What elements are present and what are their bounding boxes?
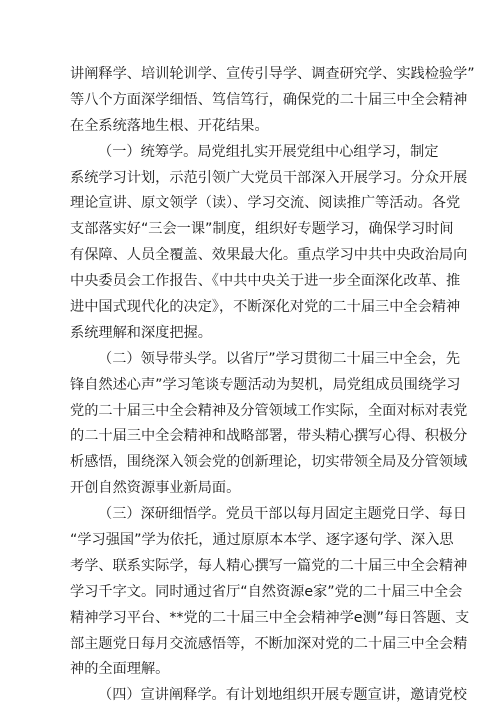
text-line: 中央委员会工作报告、《中共中央关于进一步全面深化改革、推 <box>70 273 461 290</box>
text-line: 有保障、人员全覆盖、效果最大化。重点学习中共中央政治局向 <box>70 247 468 264</box>
text-line: 神的全面理解。 <box>70 661 170 678</box>
text-line: （四）宣讲阐释学。有计划地组织开展专题宣讲，邀请党校 <box>98 687 467 704</box>
text-line: 党的二十届三中全会精神及分管领域工作实际，全面对标对表党 <box>70 402 468 419</box>
text-line: 部主题党日每月交流感悟等，不断加深对党的二十届三中全会精 <box>70 635 468 652</box>
text-line: 进中国式现代化的决定》，不断深化对党的二十届三中全会精神 <box>70 299 461 316</box>
text-line: 锋自然述心声”学习笔谈专题活动为契机，局党组成员围绕学习 <box>70 376 461 393</box>
text-line: 开创自然资源事业新局面。 <box>70 480 241 497</box>
text-line: 考学、联系实际学，每人精心撰写一篇党的二十届三中全会精神 <box>70 557 468 574</box>
text-line: 学习千字文。同时通过省厅“自然资源e家”党的二十届三中全会 <box>70 583 463 600</box>
body-text <box>70 62 475 709</box>
text-line: （二）领导带头学。以省厅”学习贯彻二十届三中全会，先 <box>98 350 461 367</box>
text-line: （一）统筹学。局党组扎实开展党组中心组学习，制定 <box>98 143 439 160</box>
text-line: 的二十届三中全会精神和战略部署，带头精心撰写心得、积极分 <box>70 428 468 445</box>
text-line: 在全系统落地生根、开花结果。 <box>70 117 269 134</box>
text-line: “学习强国”学为依托，通过原原本本学、逐字逐句学、深入思 <box>70 532 454 549</box>
text-line: 精神学习平台、**党的二十届三中全会精神学e测”每日答题、支 <box>70 609 470 626</box>
text-line: 系统理解和深度把握。 <box>70 324 212 341</box>
text-line: 理论宣讲、原文领学（读）、学习交流、阅读推广等活动。各党 <box>70 195 461 212</box>
text-line: 讲阐释学、培训轮训学、宣传引导学、调查研究学、实践检验学” <box>70 66 475 82</box>
text-line: 支部落实好“三会一课”制度，组织好专题学习，确保学习时间 <box>70 221 454 238</box>
text-line: 等八个方面深学细悟、笃信笃行，确保党的二十届三中全会精神 <box>70 91 468 108</box>
text-line: （三）深研细悟学。党员干部以每月固定主题党日学、每日 <box>98 506 467 523</box>
text-line: 析感悟，围绕深入领会党的创新理论，切实带领全局及分管领域 <box>70 454 468 471</box>
text-line: 系统学习计划，示范引领广大党员干部深入开展学习。分众开展 <box>70 169 468 186</box>
